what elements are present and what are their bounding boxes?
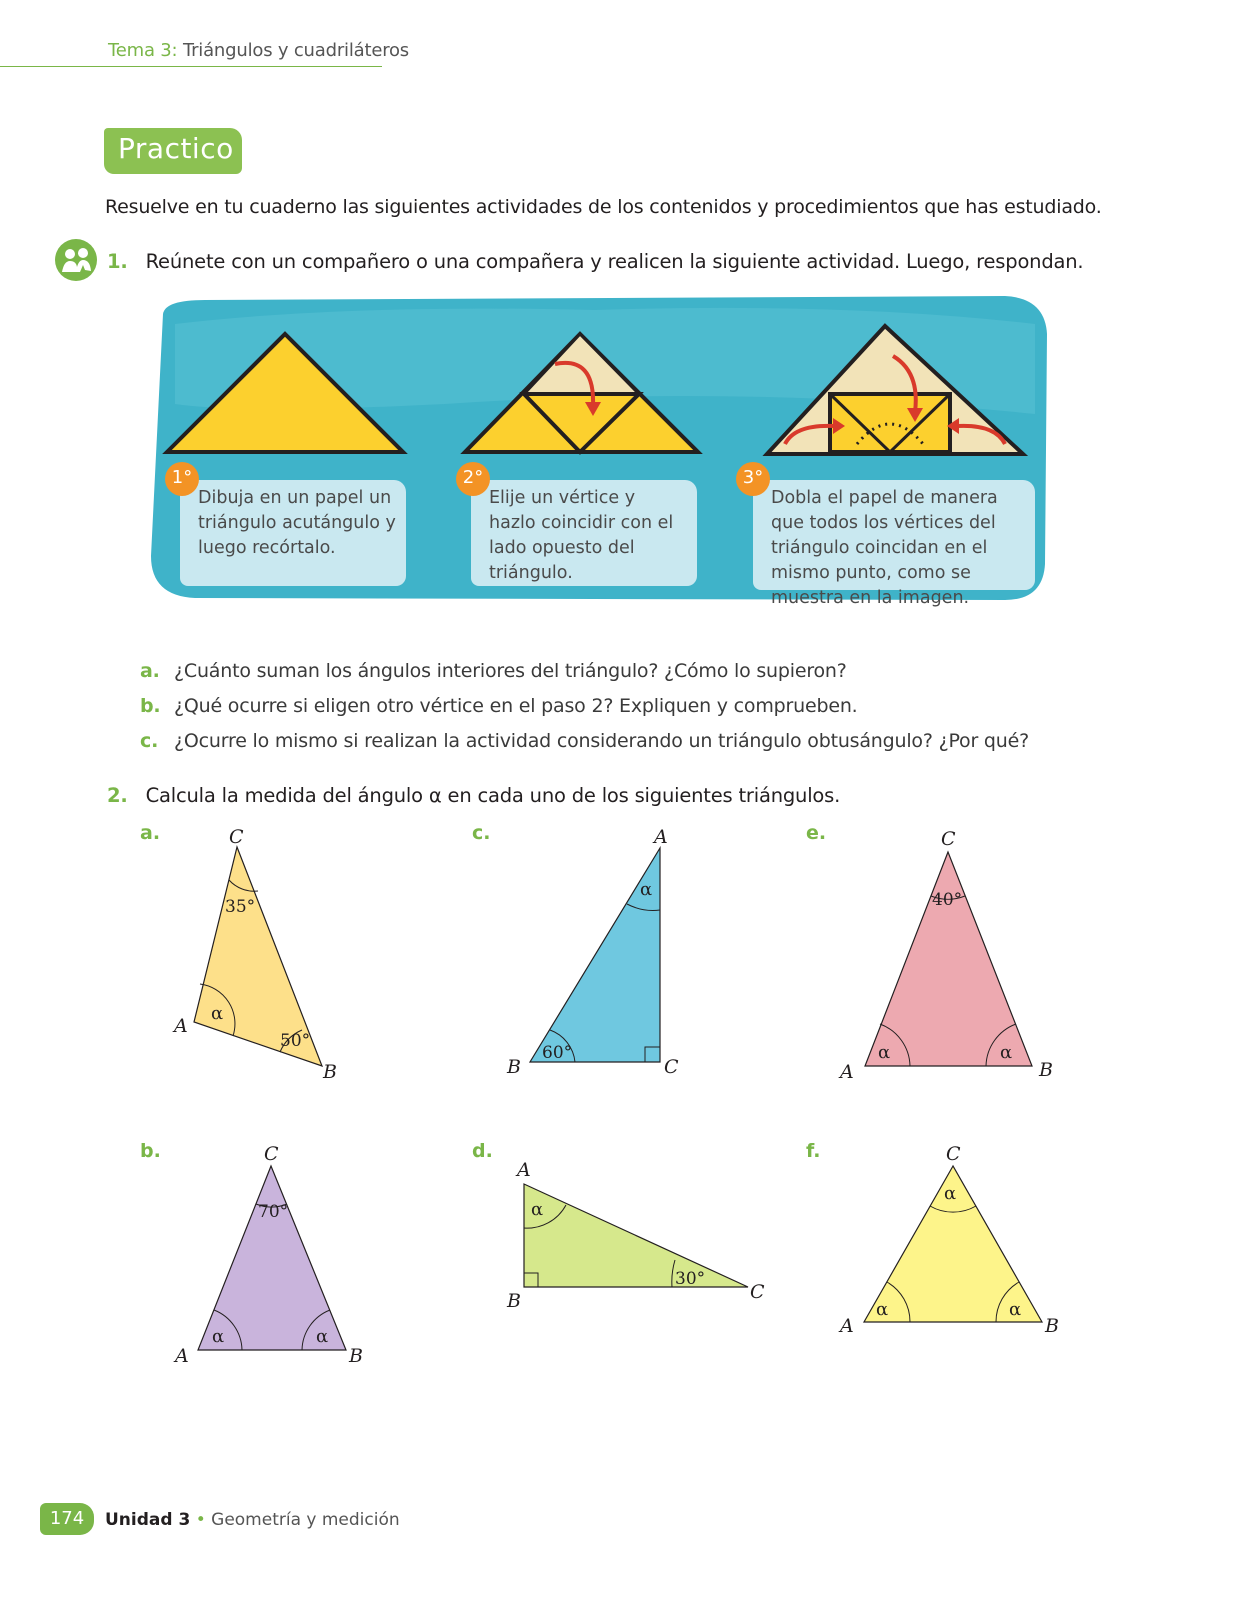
step-2-badge: 2° [456, 462, 490, 496]
triangle-b-vertex-2: A [175, 1345, 189, 1367]
triangle-f-angle-2: α [876, 1299, 889, 1320]
subquestion-b-text: ¿Qué ocurre si eligen otro vértice en el paso 2? Expliquen y comprueben. [174, 695, 858, 717]
triangle-d-shape [524, 1184, 748, 1287]
footer [105, 1510, 400, 1530]
question-1-number: 1. [107, 250, 128, 273]
triangle-c-angle-1: α [640, 879, 653, 900]
step-1-text: Dibuja en un papel un triángulo acutángulo y luego recórtalo. [198, 488, 396, 558]
triangle-f-vertex-1: C [946, 1143, 961, 1165]
triangle-b-angle-1: 70° [258, 1202, 289, 1222]
step-3-text: Dobla el papel de manera que todos los vértices del triángulo coincidan en el mismo punto, como se muestra en la imagen. [771, 488, 998, 608]
triangle-e-angle-2: α [878, 1042, 891, 1063]
triangle-c-vertex-3: C [664, 1056, 679, 1078]
triangle-c [506, 826, 679, 1078]
triangle-a-vertex-1: C [229, 826, 244, 848]
figure-e-label: e. [806, 822, 827, 844]
triangle-b-angle-3: α [316, 1326, 329, 1347]
triangle-c-vertex-1: A [654, 826, 668, 848]
figure-c-label: c. [472, 822, 491, 844]
question-1-text: Reúnete con un compañero o una compañera y realicen la siguiente actividad. Luego, respondan. [145, 250, 1084, 273]
triangle-a-angle-2: α [211, 1003, 224, 1024]
triangle-d-angle-2: 30° [675, 1269, 706, 1289]
triangle-d [506, 1159, 765, 1312]
subquestion-a-text: ¿Cuánto suman los ángulos interiores del triángulo? ¿Cómo lo supieron? [174, 660, 847, 682]
triangle-a-vertex-3: B [323, 1061, 337, 1083]
triangle-d-vertex-1: A [517, 1159, 531, 1181]
section-tag-label: Practico [118, 132, 234, 165]
triangle-c-vertex-2: B [507, 1056, 521, 1078]
triangle-b-vertex-3: B [349, 1345, 363, 1367]
triangle-e-vertex-2: A [840, 1061, 854, 1083]
triangle-b-shape [198, 1166, 346, 1350]
triangle-d-angle-1: α [531, 1199, 544, 1220]
triangle-f [838, 1143, 1059, 1337]
figure-b-label: b. [140, 1140, 161, 1162]
triangle-e-angle-3: α [1000, 1042, 1013, 1063]
subquestion-c-text: ¿Ocurre lo mismo si realizan la actividad considerando un triángulo obtusángulo? ¿Por qué? [174, 730, 1029, 752]
triangle-e [838, 828, 1053, 1083]
footer-separator: • [195, 1510, 206, 1530]
triangle-f-angle-1: α [944, 1183, 957, 1204]
subquestion-c-label: c. [140, 730, 159, 752]
triangle-b-angle-2: α [212, 1326, 225, 1347]
triangle-e-shape [865, 852, 1032, 1066]
triangle-f-vertex-3: B [1045, 1315, 1059, 1337]
intro-text: Resuelve en tu cuaderno las siguientes actividades de los contenidos y procedimientos que has estudiado. [105, 196, 1102, 218]
footer-subject: Geometría y medición [211, 1510, 400, 1530]
triangle-c-angle-2: 60° [542, 1043, 573, 1063]
header-tema: Tema 3: [108, 40, 178, 61]
step-1-badge: 1° [165, 462, 199, 496]
page-number: 174 [40, 1503, 94, 1535]
triangle-b-vertex-1: C [264, 1143, 279, 1165]
triangle-e-vertex-1: C [941, 828, 956, 850]
question-2-number: 2. [107, 784, 128, 807]
triangle-a-vertex-2: A [174, 1015, 188, 1037]
triangle-d-vertex-2: B [507, 1290, 521, 1312]
triangle-d-vertex-3: C [750, 1281, 765, 1303]
triangle-e-vertex-3: B [1039, 1059, 1053, 1081]
subquestion-b-label: b. [140, 695, 161, 717]
subquestion-a-label: a. [140, 660, 160, 682]
header-title: Triángulos y cuadriláteros [182, 40, 409, 61]
triangle-a [172, 826, 337, 1083]
step-3-badge: 3° [736, 462, 770, 496]
triangle-a-angle-1: 35° [225, 897, 256, 917]
question-2-text: Calcula la medida del ángulo α en cada uno de los siguientes triángulos. [145, 784, 841, 807]
triangle-f-angle-3: α [1009, 1299, 1022, 1320]
figure-d-label: d. [472, 1140, 493, 1162]
triangle-b [173, 1143, 363, 1367]
triangle-a-angle-3: 50° [280, 1031, 311, 1051]
triangle-e-angle-1: 40° [932, 890, 963, 910]
step-2-text: Elije un vértice y hazlo coincidir con el lado opuesto del triángulo. [489, 488, 674, 583]
figure-f-label: f. [806, 1140, 821, 1162]
footer-unit: Unidad 3 [105, 1510, 191, 1530]
triangle-f-vertex-2: A [840, 1315, 854, 1337]
figure-a-label: a. [140, 822, 161, 844]
